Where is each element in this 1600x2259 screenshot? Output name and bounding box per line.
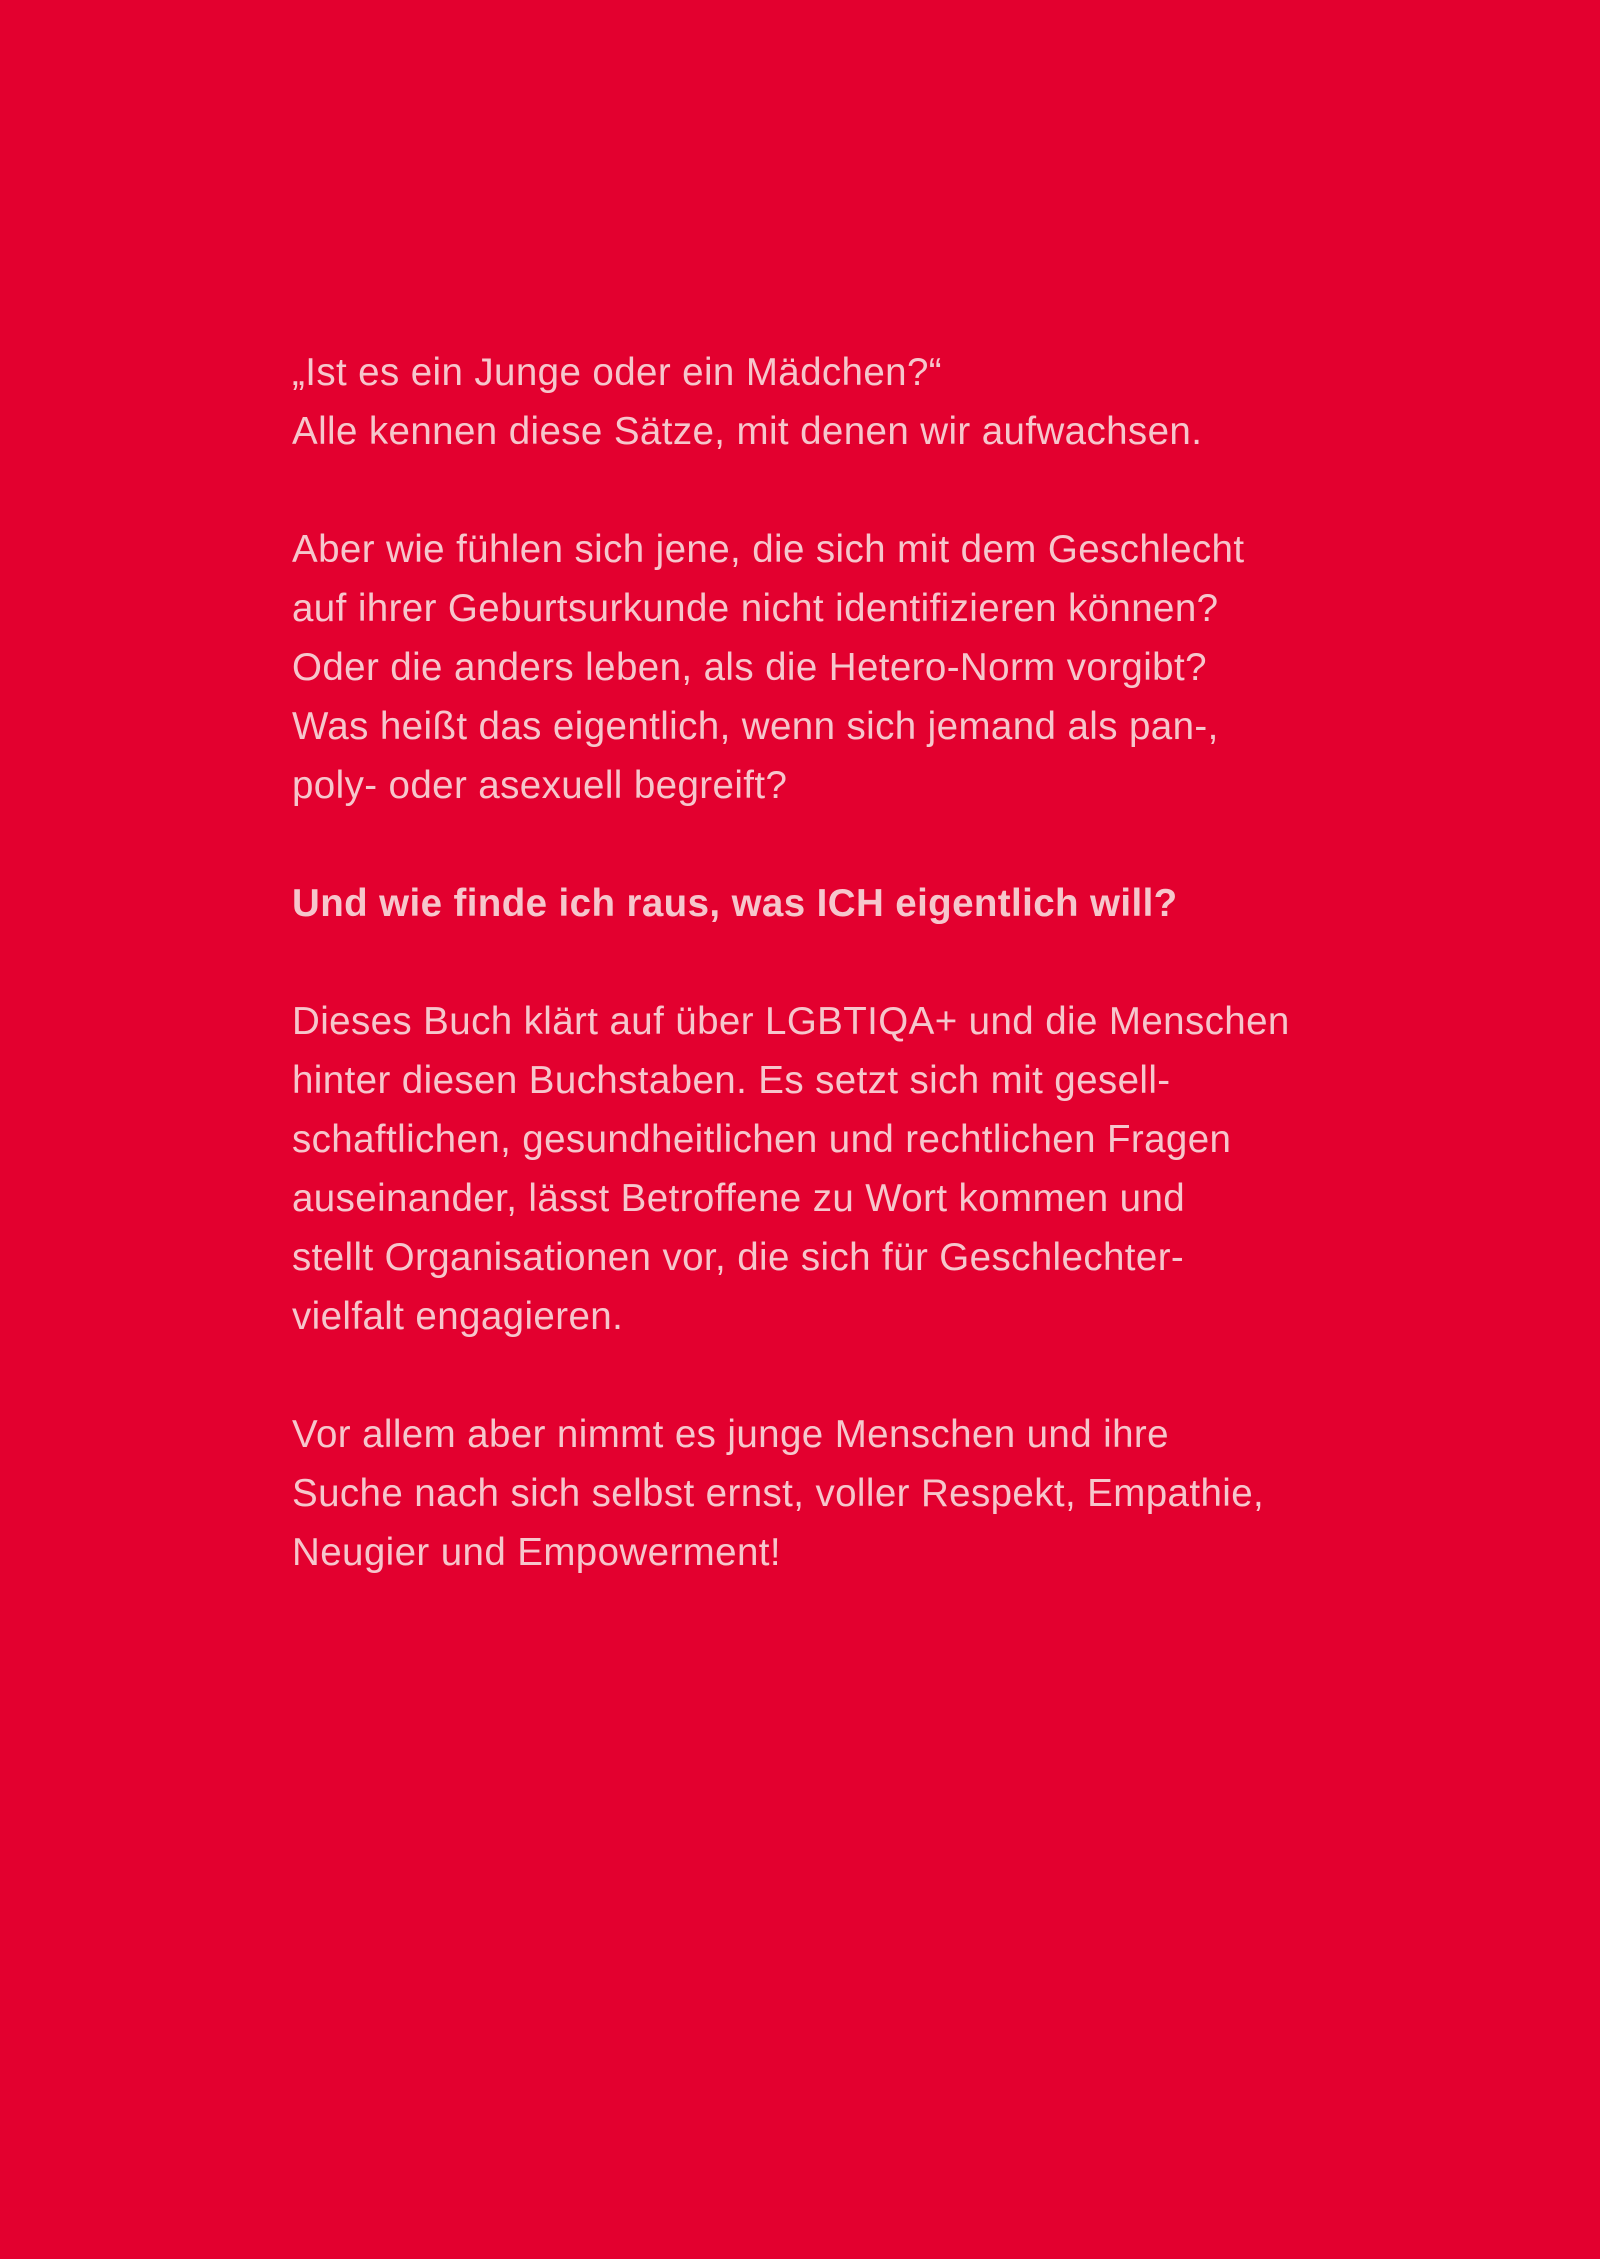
text-line: auseinander, lässt Betroffene zu Wort kommen und — [292, 1177, 1186, 1220]
paragraph-key-question — [292, 874, 1412, 933]
text-line: vielfalt engagieren. — [292, 1295, 624, 1338]
text-line: Was heißt das eigentlich, wenn sich jemand als pan-, — [292, 705, 1219, 748]
text-line: Suche nach sich selbst ernst, voller Respekt, Empathie, — [292, 1472, 1265, 1515]
paragraph-gap — [292, 933, 1412, 992]
text-line: Aber wie fühlen sich jene, die sich mit dem Geschlecht — [292, 528, 1245, 571]
text-line: poly- oder asexuell begreift? — [292, 764, 788, 807]
text-line: auf ihrer Geburtsurkunde nicht identifizieren können? — [292, 587, 1219, 630]
text-line: Neugier und Empowerment! — [292, 1531, 781, 1574]
text-line: Und wie finde ich raus, was ICH eigentlich will? — [292, 882, 1178, 925]
paragraph-description — [292, 992, 1412, 1346]
text-line: Vor allem aber nimmt es junge Menschen und ihre — [292, 1413, 1169, 1456]
blurb-text — [292, 343, 1412, 1582]
paragraph-gap — [292, 1346, 1412, 1405]
text-line: „Ist es ein Junge oder ein Mädchen?“ — [292, 351, 943, 394]
text-line: stellt Organisationen vor, die sich für Geschlechter- — [292, 1236, 1185, 1279]
paragraph-intro — [292, 343, 1412, 461]
paragraph-gap — [292, 461, 1412, 520]
paragraph-gap — [292, 815, 1412, 874]
text-line: Oder die anders leben, als die Hetero-Norm vorgibt? — [292, 646, 1207, 689]
text-line: Alle kennen diese Sätze, mit denen wir aufwachsen. — [292, 410, 1203, 453]
text-line: Dieses Buch klärt auf über LGBTIQA+ und die Menschen — [292, 1000, 1290, 1043]
paragraph-questions — [292, 520, 1412, 815]
text-line: schaftlichen, gesundheitlichen und rechtlichen Fragen — [292, 1118, 1232, 1161]
paragraph-closing — [292, 1405, 1412, 1582]
text-line: hinter diesen Buchstaben. Es setzt sich mit gesell- — [292, 1059, 1171, 1102]
